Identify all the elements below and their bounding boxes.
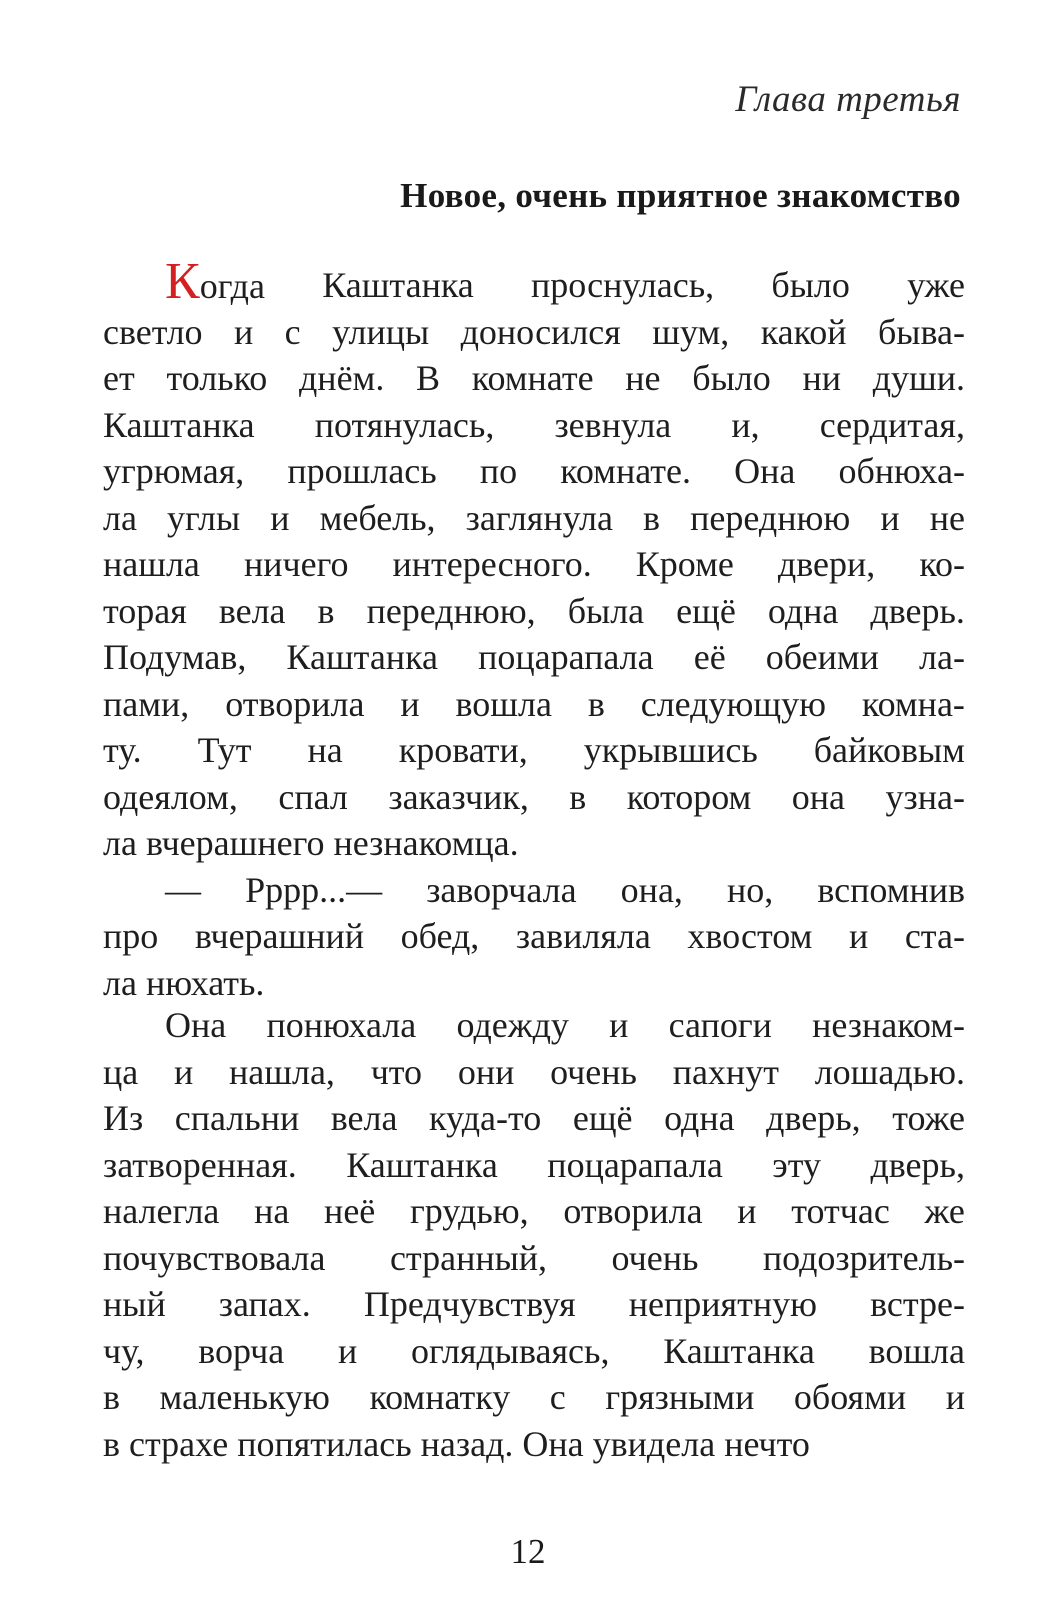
word: светло — [103, 311, 203, 352]
text-line — [103, 1142, 965, 1189]
text-line — [103, 820, 965, 867]
paragraph-3 — [103, 1002, 965, 1467]
word: и — [233, 311, 254, 352]
word: затворенная. — [103, 1144, 297, 1185]
word: Из — [103, 1098, 144, 1138]
word: же — [924, 1191, 965, 1231]
word: Каштанка — [346, 1144, 498, 1185]
word: сердитая, — [819, 404, 965, 445]
text-line — [103, 1281, 965, 1328]
word: оглядываясь, — [411, 1330, 610, 1371]
word: заказчик, — [388, 776, 529, 817]
word: Она — [734, 451, 796, 491]
word: укрывшись — [583, 730, 758, 770]
word: поцарапала — [478, 637, 654, 677]
text-line — [103, 541, 965, 588]
word: грязными — [605, 1377, 755, 1417]
word: ла — [103, 497, 137, 538]
text-line — [103, 727, 965, 774]
word: незнаком- — [812, 1005, 965, 1045]
word: Подумав, — [103, 637, 247, 677]
word: тотчас — [791, 1191, 890, 1231]
word: и — [880, 497, 900, 538]
word: двери, — [777, 544, 876, 584]
text-line — [103, 1049, 965, 1096]
word: по — [479, 451, 518, 491]
word: Когда — [165, 253, 265, 310]
word: пахнут — [672, 1051, 779, 1092]
word: они — [457, 1051, 515, 1092]
word: вела — [330, 1098, 398, 1138]
word: комна- — [861, 683, 965, 724]
word: она, — [620, 869, 683, 910]
word: вчерашнего — [145, 823, 334, 863]
word: и — [270, 497, 290, 538]
paragraph-2 — [103, 867, 965, 1007]
word: запах. — [218, 1284, 311, 1324]
text-line — [103, 448, 965, 495]
word: дверь, — [766, 1098, 861, 1138]
word: незнакомца. — [333, 823, 519, 863]
word: лошадью. — [814, 1051, 965, 1092]
text-line — [103, 867, 965, 914]
word: проснулась, — [530, 265, 715, 305]
word: вчерашний — [194, 916, 365, 956]
word: нюхать. — [145, 962, 265, 1003]
chapter-title: Новое, очень приятное знакомство — [400, 176, 961, 215]
word: комнатку — [369, 1377, 511, 1417]
word: маленькую — [159, 1377, 330, 1417]
word: Она — [165, 1005, 227, 1045]
word: с — [549, 1377, 566, 1417]
text-line — [103, 1374, 965, 1421]
word: куда-то — [429, 1098, 542, 1138]
chapter-heading: Глава третья — [735, 79, 961, 120]
text-line — [103, 309, 965, 356]
word: интересного. — [392, 544, 592, 584]
word: и — [400, 683, 420, 724]
word: Каштанка — [322, 265, 474, 305]
word: кровати, — [398, 730, 528, 770]
word: Каштанка — [663, 1330, 815, 1371]
text-line — [103, 495, 965, 542]
word: вошла — [868, 1330, 965, 1371]
word: ещё — [676, 590, 736, 631]
word: обед, — [400, 916, 480, 956]
text-line — [103, 1421, 965, 1468]
word: дверь, — [870, 1144, 965, 1185]
word: налегла — [103, 1191, 220, 1231]
word: хвостом — [687, 916, 813, 956]
word: одежду — [456, 1005, 569, 1045]
word: ла- — [919, 637, 965, 677]
word: отворила — [225, 683, 365, 724]
word: почувствовала — [103, 1237, 326, 1278]
word: котором — [626, 776, 752, 817]
word: одна — [767, 590, 839, 631]
word: неё — [324, 1191, 376, 1231]
word: вспомнив — [817, 869, 965, 910]
text-line — [103, 634, 965, 681]
word: обнюха- — [838, 451, 965, 491]
word: в — [569, 776, 587, 817]
word: днём. — [298, 358, 385, 398]
word: потянулась, — [314, 404, 495, 445]
word: нечто — [724, 1423, 810, 1464]
word: нашла, — [229, 1051, 335, 1092]
word: вела — [218, 590, 286, 631]
text-line — [103, 1328, 965, 1375]
word: углы — [167, 497, 241, 538]
word: доносился — [460, 311, 621, 352]
word: было — [771, 265, 850, 305]
word: неприятную — [628, 1284, 818, 1324]
word: ворча — [198, 1330, 285, 1371]
word: ный — [103, 1284, 166, 1324]
word: в — [103, 1423, 129, 1464]
word: заглянула — [465, 497, 613, 538]
text-line — [103, 1002, 965, 1049]
text-line — [103, 960, 965, 1007]
word: улицы — [332, 311, 430, 352]
word: ни — [802, 358, 841, 398]
word: комнате — [471, 358, 594, 398]
word: и — [848, 916, 869, 956]
word: какой — [760, 311, 847, 352]
word: Рррр...— — [245, 869, 383, 910]
text-line — [103, 253, 965, 310]
word: грудью, — [409, 1191, 529, 1231]
word: ца — [103, 1051, 139, 1092]
word: следующую — [640, 683, 827, 724]
word: очень — [611, 1237, 699, 1278]
word: зевнула — [554, 404, 672, 445]
word: быва- — [877, 311, 965, 352]
word: подозритель- — [762, 1237, 965, 1278]
word: Каштанка — [103, 404, 255, 445]
word: с — [284, 311, 301, 352]
word: и — [737, 1191, 757, 1231]
word: заворчала — [426, 869, 577, 910]
word: было — [692, 358, 771, 398]
word: Она — [522, 1423, 593, 1464]
word: не — [625, 358, 661, 398]
word: в — [643, 497, 661, 538]
word: эту — [772, 1144, 821, 1185]
word: её — [693, 637, 726, 677]
text-line — [103, 1188, 965, 1235]
word: сапоги — [668, 1005, 772, 1045]
word: прошлась — [287, 451, 437, 491]
word: в — [587, 683, 605, 724]
word: завиляла — [515, 916, 651, 956]
word: одна — [664, 1098, 735, 1138]
word: Каштанка — [286, 637, 438, 677]
word: встре- — [870, 1284, 965, 1324]
word: ту. — [103, 730, 142, 770]
word: уже — [907, 265, 965, 305]
word: Предчувствуя — [363, 1284, 576, 1324]
word: комнате. — [560, 451, 691, 491]
word: но, — [727, 869, 774, 910]
word: угрюмая, — [103, 451, 245, 491]
word: чу, — [103, 1330, 145, 1371]
word: обеими — [765, 637, 879, 677]
word: странный, — [389, 1237, 548, 1278]
word: обоями — [793, 1377, 907, 1417]
word: нашла — [103, 544, 200, 584]
word: и — [338, 1330, 358, 1371]
word: назад. — [420, 1423, 523, 1464]
text-line — [103, 588, 965, 635]
word: попятилась — [237, 1423, 421, 1464]
word: была — [567, 590, 645, 631]
word: ла — [103, 823, 146, 863]
word: в — [317, 590, 335, 631]
word: шум, — [652, 311, 730, 352]
word: вошла — [455, 683, 552, 724]
word: ла — [103, 962, 146, 1003]
word: ко- — [919, 544, 965, 584]
word: увидела — [592, 1423, 725, 1464]
word: — — [165, 869, 201, 910]
word: переднюю — [690, 497, 851, 538]
paragraph-1 — [103, 253, 965, 867]
word: торая — [103, 590, 187, 631]
word: тоже — [892, 1098, 965, 1138]
word: дверь. — [870, 590, 965, 631]
word: отворила — [563, 1191, 703, 1231]
word: В — [416, 358, 441, 398]
text-line — [103, 1095, 965, 1142]
word: на — [307, 730, 343, 770]
word: в — [103, 1377, 120, 1417]
word: она — [791, 776, 846, 817]
text-line — [103, 681, 965, 728]
word: только — [166, 358, 268, 398]
text-line — [103, 1235, 965, 1282]
word: и, — [731, 404, 760, 445]
word: и — [174, 1051, 194, 1092]
word: поцарапала — [547, 1144, 723, 1185]
word: и — [609, 1005, 629, 1045]
word: байковым — [813, 730, 965, 770]
word: очень — [550, 1051, 637, 1092]
word: не — [929, 497, 965, 538]
word: спальни — [174, 1098, 300, 1138]
word: и — [945, 1377, 965, 1417]
word: переднюю, — [366, 590, 536, 631]
word: души. — [872, 358, 965, 398]
text-line — [103, 774, 965, 821]
word: ещё — [572, 1098, 633, 1138]
word: узна- — [885, 776, 965, 817]
word: страхе — [129, 1423, 238, 1464]
drop-cap: К — [165, 253, 200, 310]
word: спал — [278, 776, 348, 817]
text-line — [103, 355, 965, 402]
word: мебель, — [319, 497, 436, 538]
word: ничего — [243, 544, 349, 584]
word: на — [254, 1191, 290, 1231]
word: понюхала — [266, 1005, 417, 1045]
word: пами, — [103, 683, 190, 724]
word: ет — [103, 358, 135, 398]
word: Кроме — [635, 544, 734, 584]
word: про — [103, 916, 159, 956]
text-line — [103, 402, 965, 449]
word: одеялом, — [103, 776, 238, 817]
word: ста- — [904, 916, 965, 956]
page-number: 12 — [510, 1532, 546, 1571]
word: Тут — [197, 730, 252, 770]
word: что — [370, 1051, 423, 1092]
text-line — [103, 913, 965, 960]
